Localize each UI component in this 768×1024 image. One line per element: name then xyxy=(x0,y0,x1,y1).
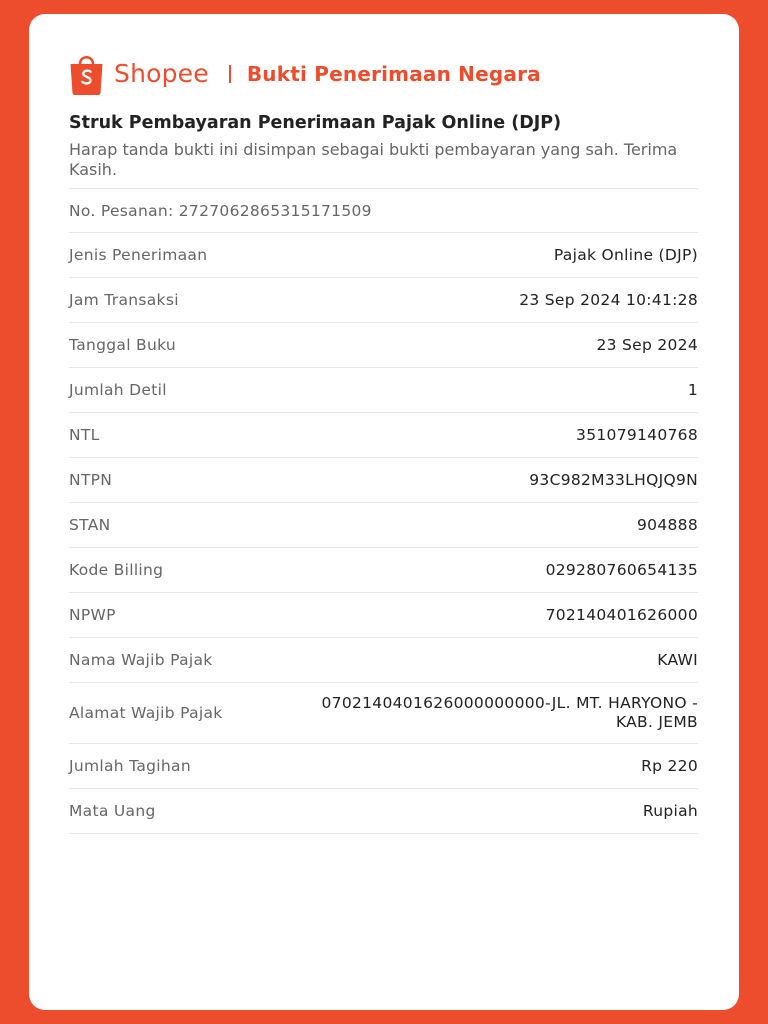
detail-row-jam-transaksi xyxy=(69,278,698,323)
detail-value: Rupiah xyxy=(642,802,698,820)
detail-row-alamat-wajib-pajak xyxy=(69,683,698,744)
detail-value: KAWI xyxy=(657,651,698,669)
detail-value: 029280760654135 xyxy=(545,561,698,579)
page-title: Bukti Penerimaan Negara xyxy=(246,62,541,86)
detail-label: Kode Billing xyxy=(69,561,164,579)
detail-label: Jenis Penerimaan xyxy=(69,246,208,264)
detail-value: 351079140768 xyxy=(576,426,698,444)
receipt-content xyxy=(69,112,698,834)
detail-row-tanggal-buku xyxy=(69,323,698,368)
detail-label: Mata Uang xyxy=(69,802,156,820)
detail-label: NTPN xyxy=(69,471,113,489)
detail-label: Jumlah Detil xyxy=(69,381,167,399)
order-number: No. Pesanan: 2727062865315171509 xyxy=(69,188,698,233)
detail-row-kode-billing xyxy=(69,548,698,593)
detail-row-jumlah-tagihan xyxy=(69,744,698,789)
detail-row-ntpn xyxy=(69,458,698,503)
detail-label: NTL xyxy=(69,426,100,444)
detail-value: 1 xyxy=(687,381,698,399)
receipt-header xyxy=(69,52,541,96)
detail-value: Rp 220 xyxy=(641,757,698,775)
detail-value: 0702140401626000000000-JL. MT. HARYONO - KAB. JEMB xyxy=(321,694,698,731)
detail-row-ntl xyxy=(69,413,698,458)
detail-row-npwp xyxy=(69,593,698,638)
shopee-bag-icon xyxy=(69,52,104,96)
receipt-card xyxy=(29,14,739,1010)
detail-label: Nama Wajib Pajak xyxy=(69,651,213,669)
detail-label: Jam Transaksi xyxy=(69,291,179,309)
detail-label: Jumlah Tagihan xyxy=(69,757,191,775)
detail-label: STAN xyxy=(69,516,111,534)
detail-label: NPWP xyxy=(69,606,116,624)
detail-row-stan xyxy=(69,503,698,548)
detail-row-mata-uang xyxy=(69,789,698,834)
detail-label: Alamat Wajib Pajak xyxy=(69,704,223,722)
receipt-subtitle: Harap tanda bukti ini disimpan sebagai bukti pembayaran yang sah. Terima Kasih. xyxy=(69,140,678,179)
detail-value: 23 Sep 2024 xyxy=(596,336,698,354)
detail-value: 904888 xyxy=(637,516,698,534)
brand-name: Shopee xyxy=(114,59,209,88)
header-divider xyxy=(229,65,231,83)
detail-value: Pajak Online (DJP) xyxy=(553,246,698,264)
receipt-title: Struk Pembayaran Penerimaan Pajak Online (DJP) xyxy=(69,113,562,133)
detail-value: 93C982M33LHQJQ9N xyxy=(529,471,698,489)
detail-row-jumlah-detil xyxy=(69,368,698,413)
detail-value: 702140401626000 xyxy=(545,606,698,624)
detail-value: 23 Sep 2024 10:41:28 xyxy=(519,291,698,309)
detail-row-jenis-penerimaan xyxy=(69,233,698,278)
detail-label: Tanggal Buku xyxy=(69,336,177,354)
detail-row-nama-wajib-pajak xyxy=(69,638,698,683)
